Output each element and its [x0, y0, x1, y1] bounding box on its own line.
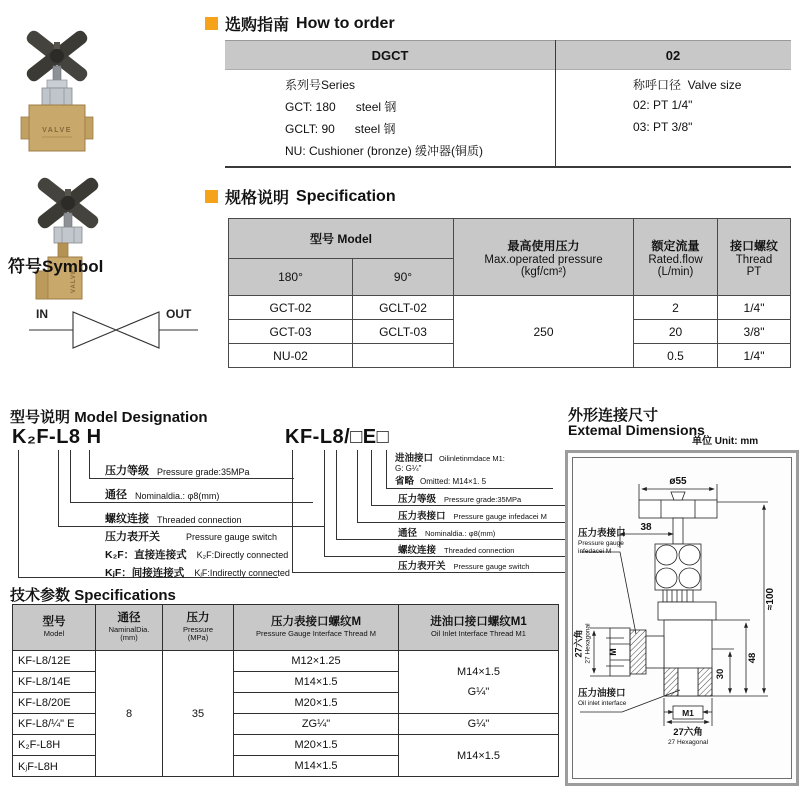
spec-cell: 1/4" [718, 296, 791, 320]
tech-specs-table [12, 604, 559, 777]
svg-text:38: 38 [640, 522, 652, 533]
model-label-row: 压力等级 Pressure grade:35MPa [371, 493, 580, 506]
spec-cell: 1/4" [718, 344, 791, 368]
tech-pressure-value: 35 [163, 651, 234, 777]
order-col2-header: 02 [665, 47, 681, 63]
tech-model: KF-L8/20E [13, 693, 96, 714]
spec-col-180: 180° [229, 259, 353, 296]
svg-text:IN: IN [36, 307, 48, 321]
model-label-row: 通径 Nominaldia.: φ8(mm) [70, 486, 313, 503]
spec-cell: GCT-02 [229, 296, 353, 320]
model-designation-heading: 型号说明 Model Designation [10, 409, 208, 426]
tech-col-model: 型号 Model [13, 605, 96, 651]
svg-text:VALVE: VALVE [42, 127, 72, 134]
hex-left-label: 27六角 27 Hexagonal [573, 623, 592, 664]
svg-text:M: M [608, 648, 618, 656]
model-code-left: K₂F-L8 H [12, 426, 102, 448]
order-02-line: 02: PT 1/4" [633, 98, 693, 112]
valve-photo-angle [18, 171, 108, 309]
gauge-port-label: 压力表接口 Pressure gauge infedacei M [578, 528, 626, 555]
model-subline: KⱼF：间接连接式 KⱼF:Indirectly connected [105, 567, 290, 579]
tech-model: KF-L8/¼" E [13, 714, 96, 735]
svg-text:48: 48 [747, 652, 758, 664]
tech-gauge-thread: M20×1.5 [234, 693, 399, 714]
order-gclt-line: GCLT: 90 steel 钢 [285, 122, 396, 136]
model-label-row: 螺纹连接 Threaded connection [58, 510, 325, 527]
section-bullet-icon [205, 17, 218, 30]
order-series-label: 系列号Series [285, 78, 356, 92]
tech-model: KⱼF-L8H [13, 756, 96, 777]
specification-heading [205, 185, 396, 208]
spec-cell: GCT-03 [229, 320, 353, 344]
spec-cell [353, 344, 454, 368]
hex-bottom-label: 27六角 27 Hexagonal [667, 727, 709, 746]
model-label-row: 压力表接口 Pressure gauge infedacei M [357, 510, 594, 523]
order-nu-line: NU: Cushioner (bronze) 缓冲器(铜质) [285, 144, 484, 158]
leader-line [336, 450, 337, 539]
model-subline: K₂F：直接连接式 K₂F:Directly connected [105, 549, 289, 561]
leader-line [324, 450, 325, 556]
svg-text:M1: M1 [682, 708, 694, 718]
tech-dia-value: 8 [96, 651, 163, 777]
tech-col-dia: 通径 NaminalDia. (mm) [96, 605, 163, 651]
tech-gauge-thread: M14×1.5 [234, 756, 399, 777]
spec-cell: 20 [634, 320, 718, 344]
svg-text:ø55: ø55 [669, 476, 687, 487]
oil-port-label: 压力油接口 Oil inlet interface [578, 688, 627, 707]
tech-gauge-thread: M14×1.5 [234, 672, 399, 693]
spec-cell: 0.5 [634, 344, 718, 368]
spec-col-flow: 额定流量 Rated.flow (L/min) [634, 219, 718, 296]
tech-specs-heading: 技术参数 Specifications [10, 587, 176, 604]
model-label-row: 压力表开关 Pressure gauge switch [292, 560, 659, 573]
valve-symbol [26, 296, 201, 354]
spec-title-zh: 规格说明 [225, 190, 290, 207]
order-table-divider [555, 40, 556, 166]
tech-gauge-thread: M12×1.25 [234, 651, 399, 672]
spec-col-model: 型号 Model [310, 232, 372, 246]
svg-text:30: 30 [715, 668, 726, 680]
spec-cell: GCLT-03 [353, 320, 454, 344]
tech-oil-thread: G¼" [399, 714, 559, 735]
unit-label: 单位 Unit: mm [692, 436, 759, 447]
tech-gauge-thread: ZG¼" [234, 714, 399, 735]
svg-text:≈100: ≈100 [765, 587, 776, 611]
tech-col-pressure: 压力 Pressure (MPa) [163, 605, 234, 651]
svg-text:VALVE: VALVE [71, 268, 77, 294]
table-row [229, 296, 791, 320]
table-row [13, 714, 559, 735]
tech-model: K₂F-L8H [13, 735, 96, 756]
tech-model: KF-L8/12E [13, 651, 96, 672]
spec-title-en: Specification [296, 187, 396, 205]
external-dim-title-en: Extemal Dimensions [568, 422, 705, 438]
svg-text:OUT: OUT [166, 307, 192, 321]
specification-table [228, 218, 791, 368]
dimension-drawing [576, 462, 782, 762]
spec-col-90: 90° [353, 259, 454, 296]
valve-photo-straight [12, 28, 102, 166]
order-valvesize-label: 称呼口径 Valve size [633, 78, 742, 92]
external-dim-title-zh: 外形连接尺寸 [568, 407, 659, 424]
tech-oil-thread-group: M14×1.5 [399, 735, 559, 777]
table-row [13, 735, 559, 756]
tech-col-oil-thread: 进油口接口螺纹M1 Oil Inlet Interface Thread M1 [399, 605, 559, 651]
model-label-row: 通径 Nominaldia.: φ8(mm) [336, 527, 615, 540]
order-gct-line: GCT: 180 steel 钢 [285, 100, 397, 114]
model-label-oil-group: 进油接口 Oilinletinmdace M1: G: G¼" 省略 Omitted: M14×1. 5 [386, 450, 553, 489]
tech-oil-thread-group: M14×1.5 G¼" [399, 651, 559, 714]
model-label-row: 螺纹连接 Threaded connection [324, 544, 627, 557]
spec-cell: 3/8" [718, 320, 791, 344]
spec-col-pressure: 最高使用压力 Max.operated pressure (kgf/cm²) [454, 219, 634, 296]
order-03-line: 03: PT 3/8" [633, 120, 693, 134]
spec-col-thread: 接口螺纹 Thread PT [718, 219, 791, 296]
how-to-order-heading [205, 12, 395, 35]
order-col1-header: DGCT [371, 47, 409, 63]
model-label-row: 压力表开关 Pressure gauge switch K₂F：直接连接式 K₂F:Directly connected KⱼF：间接连接式 KⱼF:Indirectly connected [18, 528, 278, 578]
section-bullet-icon [205, 190, 218, 203]
table-row [13, 651, 559, 672]
how-to-order-title-zh: 选购指南 [225, 17, 290, 34]
spec-cell: 2 [634, 296, 718, 320]
symbol-label: 符号Symbol [8, 257, 104, 276]
spec-cell: NU-02 [229, 344, 353, 368]
tech-gauge-thread: M20×1.5 [234, 735, 399, 756]
spec-cell: GCLT-02 [353, 296, 454, 320]
tech-model: KF-L8/14E [13, 672, 96, 693]
spec-pressure-value: 250 [454, 296, 634, 368]
how-to-order-title-en: How to order [296, 14, 395, 32]
model-label-row: 压力等级 Pressure grade:35MPa [89, 462, 294, 479]
tech-col-gauge-thread: 压力表接口螺纹M Pressure Gauge Interface Thread M [234, 605, 399, 651]
how-to-order-table [225, 40, 791, 168]
model-code-right: KF-L8/□E□ [285, 426, 390, 448]
leader-line [292, 450, 293, 572]
